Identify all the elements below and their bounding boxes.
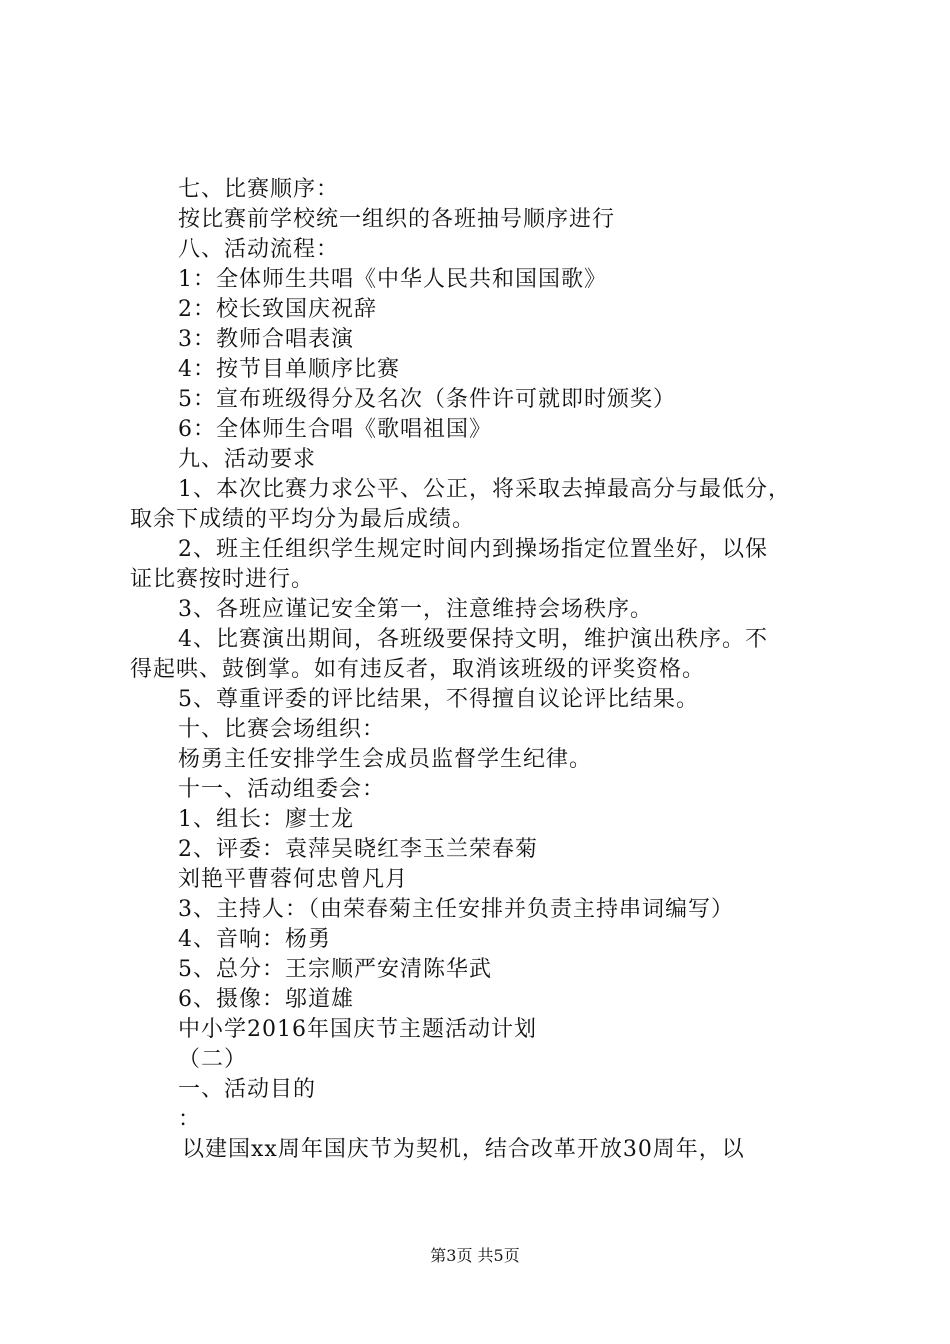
list-item: 1、组长：廖士龙 <box>178 807 354 832</box>
page-footer: 第3页 共5页 <box>430 1246 520 1265</box>
section-heading-9: 九、活动要求 <box>178 447 317 472</box>
list-item: 5：宣布班级得分及名次（条件许可就即时颁奖） <box>178 387 676 412</box>
list-item: 6：全体师生合唱《歌唱祖国》 <box>178 417 492 442</box>
text-line: 证比赛按时进行。 <box>130 567 315 592</box>
document-subtitle: 中小学2016年国庆节主题活动计划 <box>178 1017 537 1042</box>
list-item: 3：教师合唱表演 <box>178 327 354 352</box>
list-item: 4：按节目单顺序比赛 <box>178 357 400 382</box>
section-heading-10: 十、比赛会场组织： <box>178 717 386 742</box>
section-heading-7: 七、比赛顺序： <box>178 177 340 202</box>
list-item: 6、摄像：邬道雄 <box>178 987 354 1012</box>
text-line: 按比赛前学校统一组织的各班抽号顺序进行 <box>178 207 616 232</box>
text-line: ： <box>178 1107 202 1132</box>
text-line: 1、本次比赛力求公平、公正，将采取去掉最高分与最低分， <box>178 477 791 502</box>
text-line: 3、各班应谨记安全第一，注意维持会场秩序。 <box>178 597 653 622</box>
text-line: 4、比赛演出期间，各班级要保持文明，维护演出秩序。不 <box>178 627 768 652</box>
list-item: 2：校长致国庆祝辞 <box>178 297 377 322</box>
list-item: 2、评委：袁萍吴晓红李玉兰荣春菊 <box>178 837 538 862</box>
list-item: 1：全体师生共唱《中华人民共和国国歌》 <box>178 267 607 292</box>
list-item: 5、总分：王宗顺严安清陈华武 <box>178 957 492 982</box>
text-line: 5、尊重评委的评比结果，不得擅自议论评比结果。 <box>178 687 699 712</box>
text-line: （二） <box>178 1047 248 1072</box>
text-line: 2、班主任组织学生规定时间内到操场指定位置坐好，以保 <box>178 537 768 562</box>
document-body <box>130 175 850 1165</box>
text-line: 刘艳平曹蓉何忠曾凡月 <box>178 867 409 892</box>
list-item: 4、音响：杨勇 <box>178 927 331 952</box>
section-heading-1: 一、活动目的 <box>178 1077 317 1102</box>
paragraph <box>130 535 850 595</box>
text-line: 杨勇主任安排学生会成员监督学生纪律。 <box>178 747 593 772</box>
list-item: 3、主持人：（由荣春菊主任安排并负责主持串词编写） <box>178 897 734 922</box>
text-line: 取余下成绩的平均分为最后成绩。 <box>130 507 476 532</box>
paragraph <box>130 625 850 685</box>
section-heading-11: 十一、活动组委会： <box>178 777 386 802</box>
paragraph <box>130 475 850 535</box>
text-line: 以建国xx周年国庆节为契机，结合改革开放30周年，以 <box>182 1137 745 1162</box>
section-heading-8: 八、活动流程： <box>178 237 340 262</box>
text-line: 得起哄、鼓倒掌。如有违反者，取消该班级的评奖资格。 <box>130 657 706 682</box>
